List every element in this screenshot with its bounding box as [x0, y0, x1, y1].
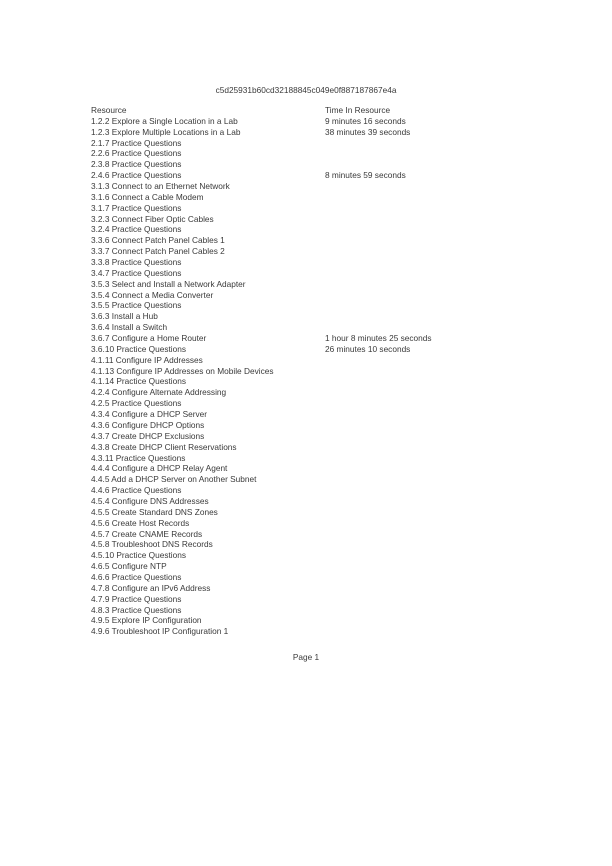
table-row	[91, 496, 561, 507]
table-row	[91, 138, 561, 149]
table-row	[91, 127, 561, 138]
table-row	[91, 170, 561, 181]
time-in-resource-cell	[325, 572, 561, 583]
table-row	[91, 311, 561, 322]
time-in-resource-cell	[325, 148, 561, 159]
resource-cell: 4.2.4 Configure Alternate Addressing	[91, 387, 227, 398]
resource-cell: 4.3.11 Practice Questions	[91, 452, 186, 463]
resource-cell: 3.5.5 Practice Questions	[91, 300, 182, 311]
resource-cell: 4.7.8 Configure an IPv6 Address	[91, 582, 211, 593]
table-row	[91, 507, 561, 518]
time-in-resource-cell	[325, 518, 561, 529]
resource-cell: 4.5.6 Create Host Records	[91, 517, 190, 528]
resource-cell: 3.6.7 Configure a Home Router	[91, 333, 207, 344]
time-in-resource-cell	[325, 376, 561, 387]
time-in-resource-cell	[325, 387, 561, 398]
table-row	[91, 322, 561, 333]
table-row	[91, 626, 561, 637]
time-in-resource-cell	[325, 246, 561, 257]
resource-cell: 3.6.3 Install a Hub	[91, 311, 158, 322]
time-in-resource-cell	[325, 529, 561, 540]
table-row	[91, 181, 561, 192]
page-number: Page 1	[292, 652, 320, 662]
time-in-resource-cell	[325, 257, 561, 268]
table-row	[91, 300, 561, 311]
time-in-resource-cell	[325, 442, 561, 453]
table-row	[91, 257, 561, 268]
column-header-resource: Resource	[91, 105, 127, 115]
resource-cell: 4.7.9 Practice Questions	[91, 593, 182, 604]
time-in-resource-cell	[325, 605, 561, 616]
table-row	[91, 148, 561, 159]
time-in-resource-cell	[325, 366, 561, 377]
time-in-resource-cell	[325, 214, 561, 225]
time-in-resource-cell	[325, 561, 561, 572]
resource-cell: 4.4.6 Practice Questions	[91, 485, 182, 496]
time-in-resource-cell	[325, 279, 561, 290]
time-in-resource-cell: 9 minutes 16 seconds	[325, 115, 406, 126]
resource-cell: 3.1.3 Connect to an Ethernet Network	[91, 181, 230, 192]
time-in-resource-cell	[325, 539, 561, 550]
time-in-resource-cell	[325, 626, 561, 637]
time-in-resource-cell	[325, 474, 561, 485]
resource-cell: 3.6.10 Practice Questions	[91, 343, 187, 354]
resource-cell: 4.1.13 Configure IP Addresses on Mobile Devices	[91, 365, 274, 376]
time-in-resource-cell	[325, 398, 561, 409]
time-in-resource-cell	[325, 485, 561, 496]
table-row	[91, 355, 561, 366]
time-in-resource-cell	[325, 355, 561, 366]
resource-cell: 3.1.6 Connect a Cable Modem	[91, 191, 204, 202]
table-row	[91, 268, 561, 279]
resource-cell: 1.2.2 Explore a Single Location in a Lab	[91, 115, 238, 126]
resource-cell: 3.6.4 Install a Switch	[91, 322, 168, 333]
time-in-resource-cell	[325, 409, 561, 420]
resource-cell: 4.6.5 Configure NTP	[91, 561, 167, 572]
resource-cell: 4.3.4 Configure a DHCP Server	[91, 409, 208, 420]
time-in-resource-cell	[325, 290, 561, 301]
table-row	[91, 376, 561, 387]
time-in-resource-cell	[325, 235, 561, 246]
time-in-resource-cell	[325, 583, 561, 594]
time-in-resource-cell: 8 minutes 59 seconds	[325, 170, 406, 181]
table-row	[91, 159, 561, 170]
table-row	[91, 214, 561, 225]
table-row	[91, 333, 561, 344]
resource-cell: 4.1.11 Configure IP Addresses	[91, 354, 203, 365]
resource-cell: 4.1.14 Practice Questions	[91, 376, 187, 387]
table-row	[91, 463, 561, 474]
table-row	[91, 235, 561, 246]
resource-cell: 3.2.3 Connect Fiber Optic Cables	[91, 213, 214, 224]
table-row	[91, 583, 561, 594]
time-in-resource-cell	[325, 322, 561, 333]
time-in-resource-cell	[325, 192, 561, 203]
table-header-row	[91, 105, 561, 116]
table-row	[91, 453, 561, 464]
resource-cell: 2.3.8 Practice Questions	[91, 159, 182, 170]
resource-cell: 3.5.4 Connect a Media Converter	[91, 289, 214, 300]
resource-cell: 4.8.3 Practice Questions	[91, 604, 182, 615]
time-in-resource-cell	[325, 453, 561, 464]
time-in-resource-cell	[325, 311, 561, 322]
table-row	[91, 420, 561, 431]
resource-cell: 4.5.5 Create Standard DNS Zones	[91, 506, 218, 517]
table-row	[91, 344, 561, 355]
table-row	[91, 550, 561, 561]
table-body	[91, 116, 561, 637]
resource-cell: 3.3.6 Connect Patch Panel Cables 1	[91, 235, 225, 246]
time-in-resource-cell	[325, 594, 561, 605]
time-in-resource-cell	[325, 300, 561, 311]
document-id: c5d25931b60cd32188845c049e0f887187867e4a	[215, 85, 397, 95]
table-row	[91, 474, 561, 485]
table-row	[91, 561, 561, 572]
time-in-resource-cell	[325, 431, 561, 442]
table-row	[91, 442, 561, 453]
time-in-resource-cell	[325, 420, 561, 431]
resource-cell: 4.6.6 Practice Questions	[91, 571, 182, 582]
resource-cell: 3.1.7 Practice Questions	[91, 202, 182, 213]
table-row	[91, 615, 561, 626]
time-in-resource-cell	[325, 550, 561, 561]
resource-cell: 4.5.10 Practice Questions	[91, 550, 187, 561]
table-row	[91, 529, 561, 540]
table-row	[91, 203, 561, 214]
resource-table	[91, 105, 561, 637]
time-in-resource-cell	[325, 181, 561, 192]
time-in-resource-cell	[325, 159, 561, 170]
time-in-resource-cell	[325, 203, 561, 214]
column-header-time-in-resource: Time In Resource	[325, 105, 391, 115]
table-row	[91, 605, 561, 616]
time-in-resource-cell	[325, 268, 561, 279]
resource-cell: 4.3.8 Create DHCP Client Reservations	[91, 441, 237, 452]
resource-cell: 4.3.7 Create DHCP Exclusions	[91, 430, 205, 441]
time-in-resource-cell	[325, 138, 561, 149]
table-row	[91, 518, 561, 529]
table-row	[91, 409, 561, 420]
resource-cell: 2.4.6 Practice Questions	[91, 170, 182, 181]
resource-cell: 4.5.8 Troubleshoot DNS Records	[91, 539, 213, 550]
resource-cell: 2.1.7 Practice Questions	[91, 137, 182, 148]
table-row	[91, 246, 561, 257]
resource-cell: 4.4.5 Add a DHCP Server on Another Subnet	[91, 474, 257, 485]
resource-cell: 4.2.5 Practice Questions	[91, 398, 182, 409]
resource-cell: 4.5.4 Configure DNS Addresses	[91, 495, 209, 506]
table-row	[91, 539, 561, 550]
table-row	[91, 594, 561, 605]
resource-cell: 3.4.7 Practice Questions	[91, 267, 182, 278]
table-row	[91, 192, 561, 203]
table-row	[91, 485, 561, 496]
table-row	[91, 572, 561, 583]
time-in-resource-cell	[325, 224, 561, 235]
resource-cell: 3.3.8 Practice Questions	[91, 257, 182, 268]
resource-cell: 4.9.5 Explore IP Configuration	[91, 615, 202, 626]
table-row	[91, 398, 561, 409]
resource-cell: 4.5.7 Create CNAME Records	[91, 528, 203, 539]
time-in-resource-cell	[325, 507, 561, 518]
table-row	[91, 290, 561, 301]
table-row	[91, 431, 561, 442]
time-in-resource-cell	[325, 463, 561, 474]
table-row	[91, 116, 561, 127]
resource-cell: 1.2.3 Explore Multiple Locations in a Lab	[91, 126, 241, 137]
time-in-resource-cell: 26 minutes 10 seconds	[325, 343, 411, 354]
table-row	[91, 279, 561, 290]
resource-cell: 4.3.6 Configure DHCP Options	[91, 419, 205, 430]
table-row	[91, 224, 561, 235]
resource-cell: 2.2.6 Practice Questions	[91, 148, 182, 159]
table-row	[91, 366, 561, 377]
time-in-resource-cell	[325, 496, 561, 507]
resource-cell: 4.4.4 Configure a DHCP Relay Agent	[91, 463, 228, 474]
resource-cell: 3.5.3 Select and Install a Network Adapter	[91, 278, 246, 289]
time-in-resource-cell	[325, 615, 561, 626]
time-in-resource-cell: 1 hour 8 minutes 25 seconds	[325, 333, 432, 344]
table-row	[91, 387, 561, 398]
time-in-resource-cell: 38 minutes 39 seconds	[325, 126, 411, 137]
resource-cell: 3.3.7 Connect Patch Panel Cables 2	[91, 246, 225, 257]
resource-cell: 3.2.4 Practice Questions	[91, 224, 182, 235]
resource-cell: 4.9.6 Troubleshoot IP Configuration 1	[91, 626, 229, 637]
